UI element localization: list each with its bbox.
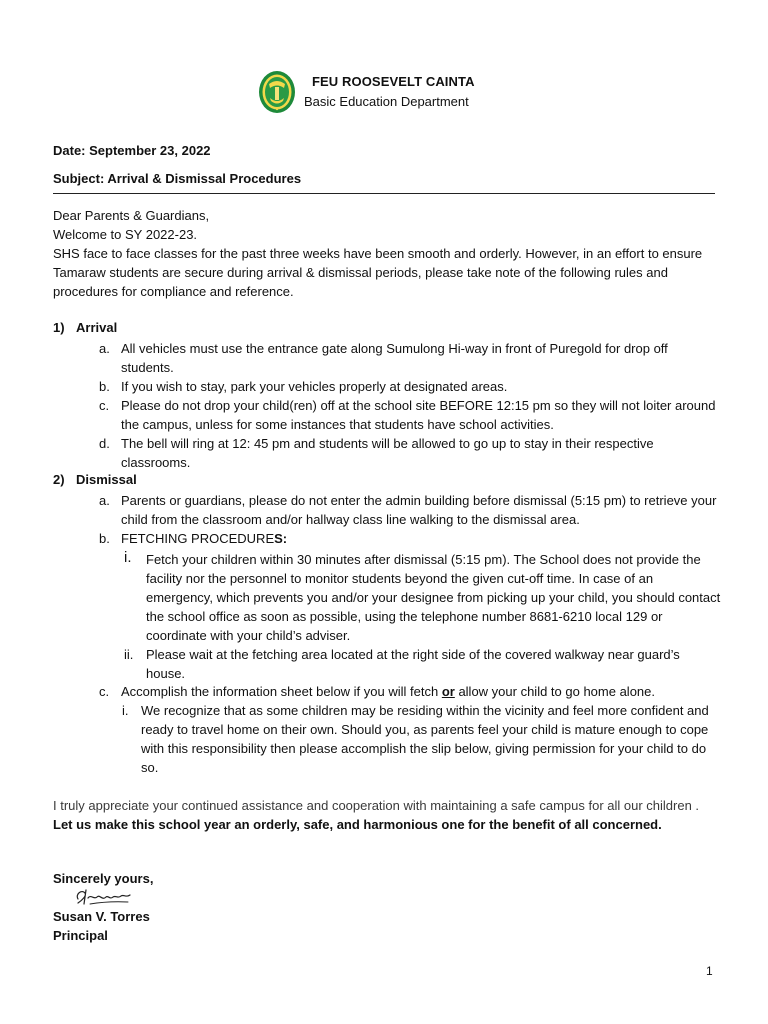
section-number: 1) bbox=[53, 320, 65, 335]
signer-title: Principal bbox=[53, 928, 108, 943]
list-item-text: Fetch your children within 30 minutes after dismissal (5:15 pm). The School does not provide the facility nor the personnel to monitor students beyond the given cut-off time. In case of an emergency, which prevents you and/or your designee from picking up your child, you should contact the school office as soon as possible, using the telephone number 8681-6210 local 129 or coordinate with your child’s adviser. bbox=[146, 552, 721, 643]
greeting-welcome: Welcome to SY 2022-23. bbox=[53, 227, 198, 242]
list-item-text: If you wish to stay, park your vehicles properly at designated areas. bbox=[121, 379, 508, 394]
arrival-item-c bbox=[99, 396, 721, 434]
list-item-text-after: allow your child to go home alone. bbox=[454, 684, 656, 699]
dismissal-item-a bbox=[99, 491, 721, 529]
list-marker: ii. bbox=[124, 647, 134, 662]
closing-appreciation: I truly appreciate your continued assistance and cooperation with maintaining a safe campus for all our children . bbox=[53, 798, 700, 813]
header-divider bbox=[53, 193, 715, 194]
list-marker: a. bbox=[99, 493, 110, 508]
list-item-text: Please do not drop your child(ren) off at the school site BEFORE 12:15 pm so they will not loiter around the campus, unless for some instances that students have school activities. bbox=[121, 398, 716, 432]
emphasis-or: or bbox=[441, 684, 455, 699]
department-name: Basic Education Department bbox=[304, 94, 469, 109]
handwritten-signature-icon bbox=[72, 885, 134, 907]
list-item-text: Parents or guardians, please do not enter the admin building before dismissal (5:15 pm) to retrieve your child from the classroom and/or hallway class line walking to the dismissal area. bbox=[121, 493, 717, 527]
list-marker: b. bbox=[99, 379, 110, 394]
list-marker: c. bbox=[99, 398, 110, 413]
letter-subject: Subject: Arrival & Dismissal Procedures bbox=[53, 171, 302, 186]
list-item-text: We recognize that as some children may be residing within the vicinity and feel more confident and ready to travel home on their own. Should you, as parents feel your child is mature enough to cope with this responsibility then please accomplish the slip below, giving permission for your child to do so. bbox=[141, 703, 709, 775]
list-marker: b. bbox=[99, 531, 110, 546]
page-number: 1 bbox=[706, 964, 713, 978]
closing-wish: Let us make this school year an orderly, safe, and harmonious one for the benefit of all concerned. bbox=[53, 817, 662, 832]
letter-date: Date: September 23, 2022 bbox=[53, 143, 211, 158]
section-arrival-heading bbox=[53, 320, 117, 335]
closing-paragraph bbox=[53, 796, 718, 834]
dismissal-item-c bbox=[99, 682, 721, 701]
arrival-item-a bbox=[99, 339, 721, 377]
arrival-item-b bbox=[99, 377, 721, 396]
list-item-text: Please wait at the fetching area located at the right side of the covered walkway near guard’s house. bbox=[146, 647, 680, 681]
list-marker: d. bbox=[99, 436, 110, 451]
list-marker: i. bbox=[124, 549, 132, 566]
school-name: FEU ROOSEVELT CAINTA bbox=[312, 74, 475, 89]
list-marker: c. bbox=[99, 684, 110, 699]
valediction: Sincerely yours, bbox=[53, 871, 154, 886]
section-title: Dismissal bbox=[76, 472, 137, 487]
intro-paragraph: SHS face to face classes for the past three weeks have been smooth and orderly. However, in an effort to ensure Tamaraw students are secure during arrival & dismissal periods, please take note of the following rules and procedures for compliance and reference. bbox=[53, 246, 703, 299]
alone-item-i bbox=[122, 701, 721, 777]
dismissal-item-b bbox=[99, 529, 721, 548]
list-marker: i. bbox=[122, 703, 129, 718]
list-item-text-end: S: bbox=[274, 531, 288, 546]
fetching-item-ii bbox=[124, 645, 721, 683]
section-title: Arrival bbox=[76, 320, 118, 335]
greeting-salutation: Dear Parents & Guardians, bbox=[53, 208, 210, 223]
list-item-text: The bell will ring at 12: 45 pm and students will be allowed to go up to stay in their respective classrooms. bbox=[121, 436, 654, 470]
fetching-item-i bbox=[124, 549, 721, 645]
school-seal-icon bbox=[258, 70, 296, 114]
section-dismissal-heading bbox=[53, 472, 137, 487]
list-item-text: Accomplish the information sheet below if you will fetch bbox=[121, 684, 442, 699]
list-item-text: FETCHING PROCEDURE bbox=[121, 531, 275, 546]
greeting bbox=[53, 206, 723, 244]
section-number: 2) bbox=[53, 472, 65, 487]
arrival-item-d bbox=[99, 434, 721, 472]
list-item-text: All vehicles must use the entrance gate along Sumulong Hi-way in front of Puregold for drop off students. bbox=[121, 341, 668, 375]
signer-name: Susan V. Torres bbox=[53, 909, 150, 924]
list-marker: a. bbox=[99, 341, 110, 356]
